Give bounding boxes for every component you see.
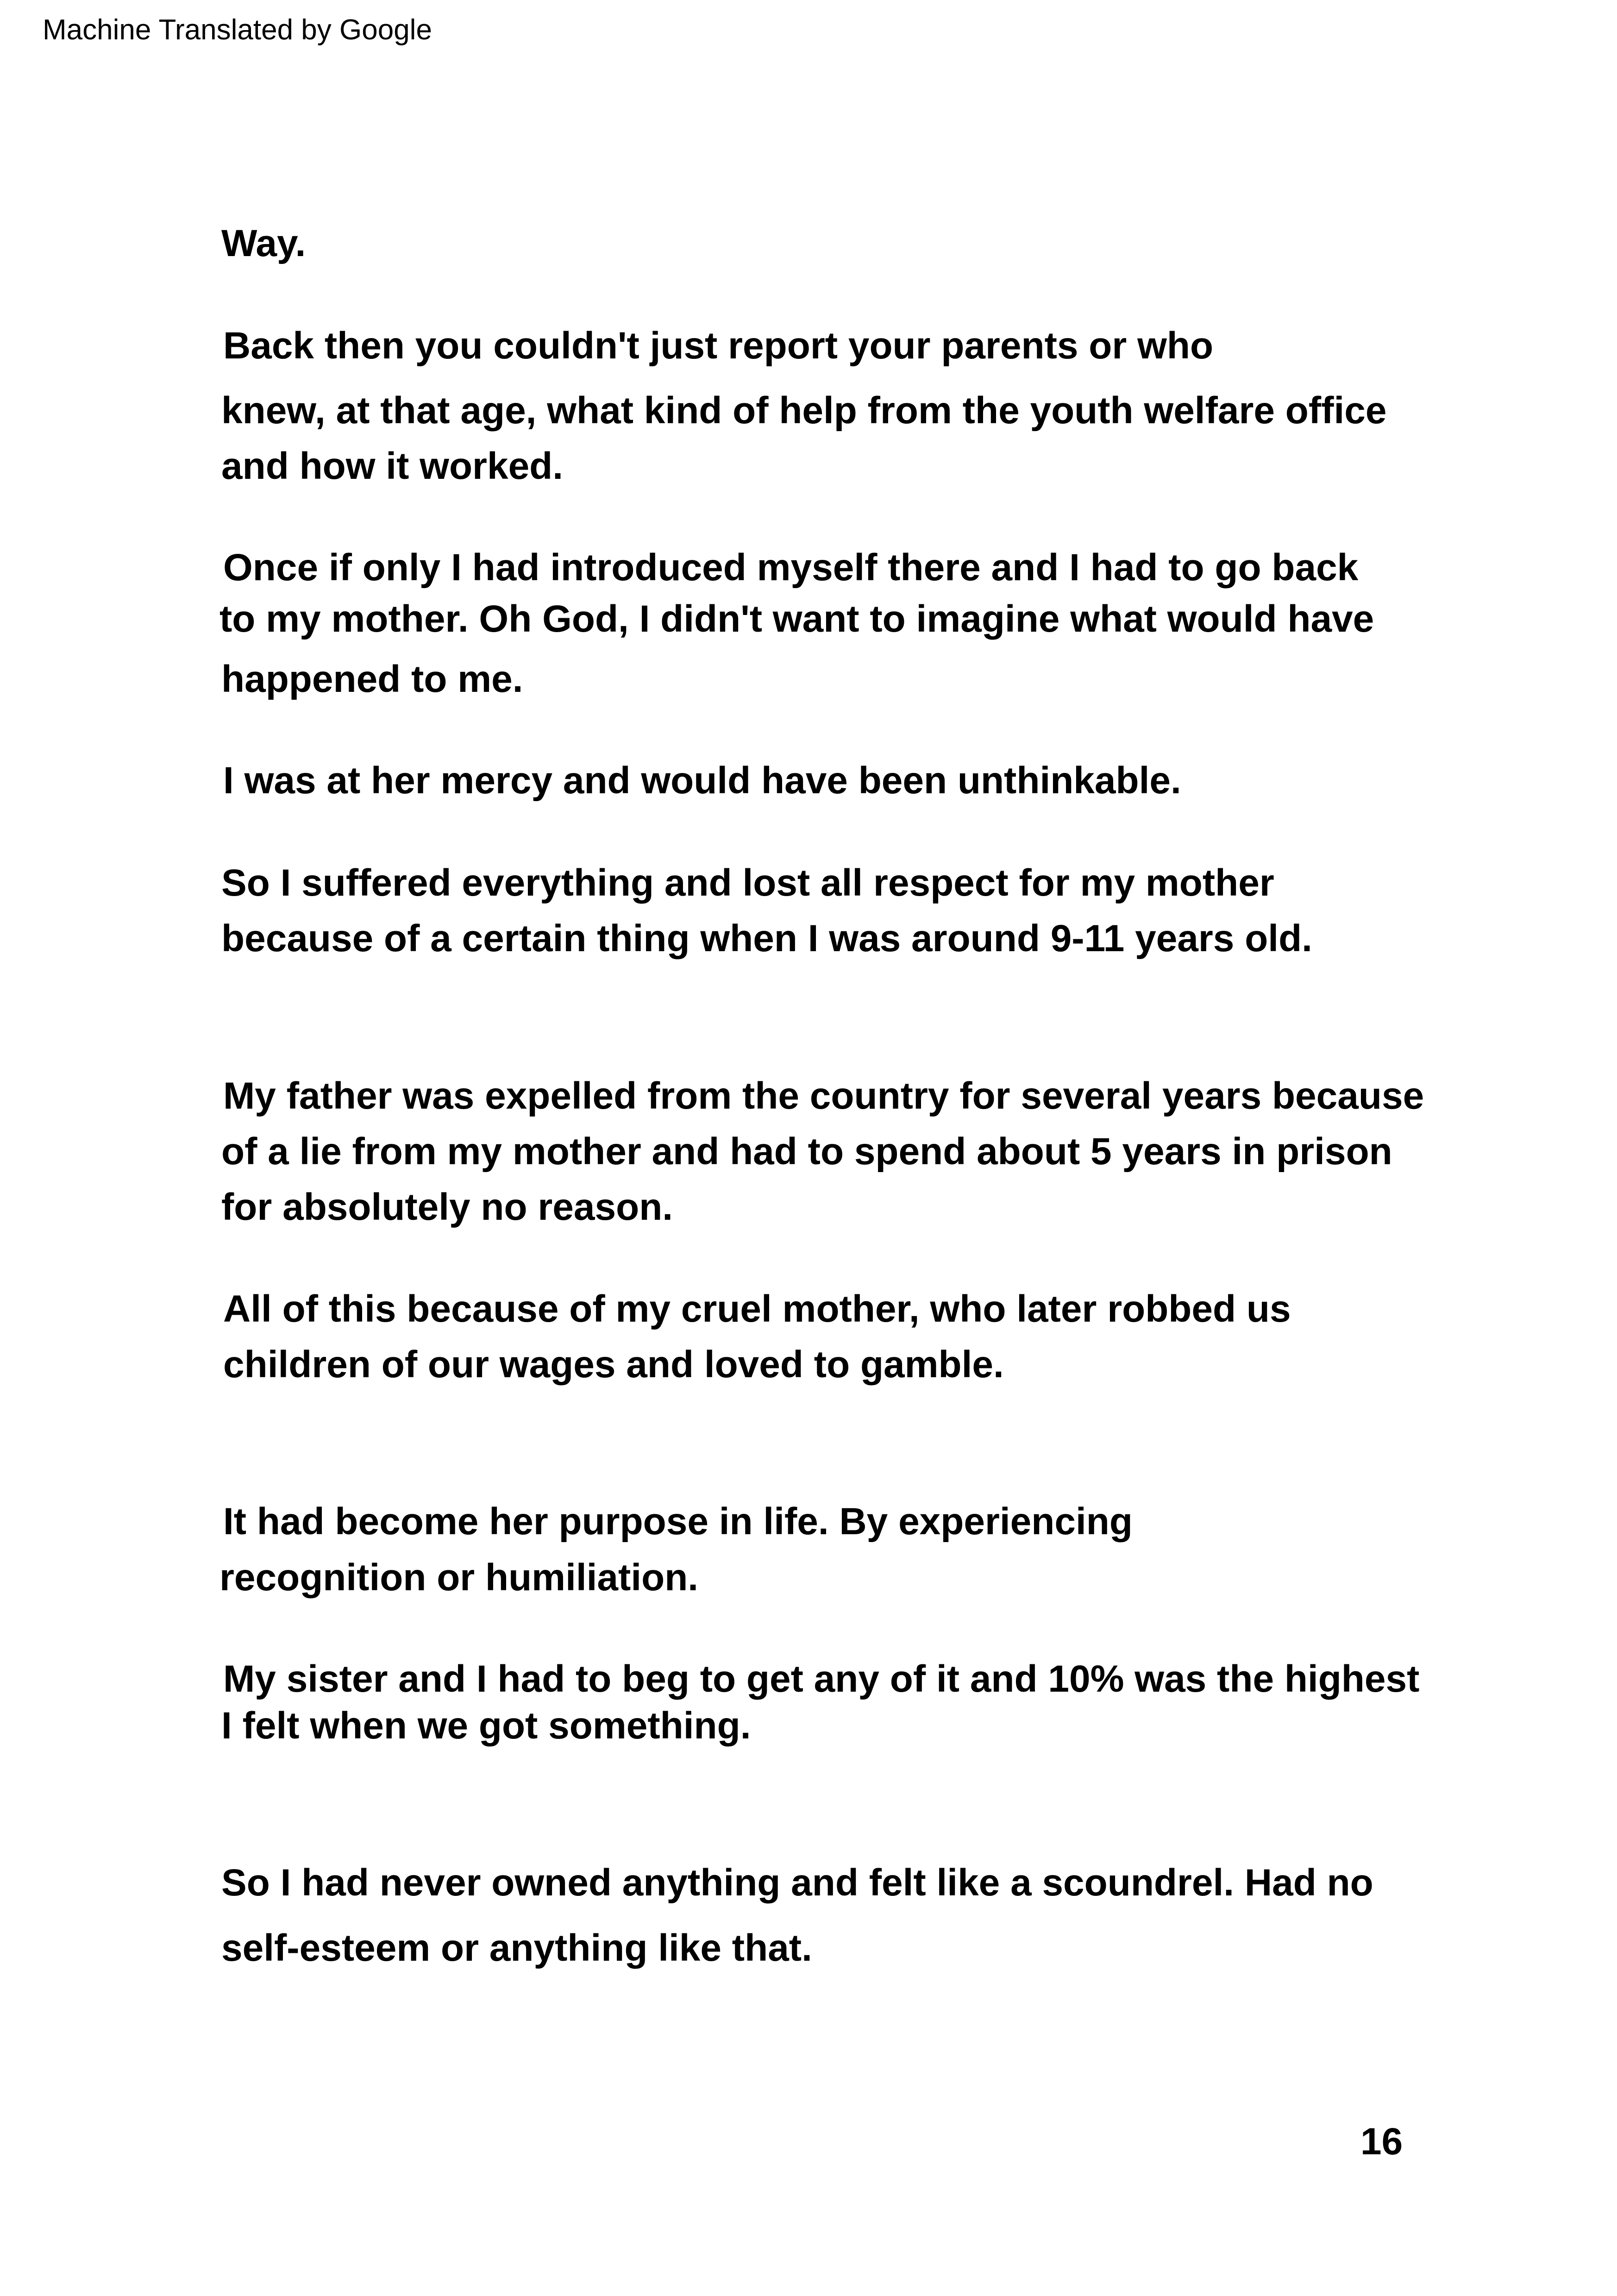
text-line: recognition or humiliation. <box>219 1556 699 1599</box>
text-line: and how it worked. <box>221 445 564 487</box>
text-line: My sister and I had to beg to get any of it and 10% was the highest <box>223 1658 1420 1700</box>
text-line: So I suffered everything and lost all respect for my mother <box>221 862 1274 904</box>
machine-translation-notice: Machine Translated by Google <box>43 14 432 46</box>
text-line: It had become her purpose in life. By experiencing <box>223 1500 1133 1543</box>
text-line: My father was expelled from the country for several years because <box>223 1075 1424 1117</box>
text-line: Back then you couldn't just report your parents or who <box>223 325 1214 367</box>
text-line: because of a certain thing when I was around 9-11 years old. <box>221 917 1312 960</box>
text-line: I was at her mercy and would have been unthinkable. <box>223 759 1181 802</box>
text-line: Once if only I had introduced myself there and I had to go back <box>223 546 1359 589</box>
text-line: for absolutely no reason. <box>221 1186 673 1228</box>
text-line: All of this because of my cruel mother, who later robbed us <box>223 1288 1291 1330</box>
text-line: knew, at that age, what kind of help from the youth welfare office <box>221 389 1387 432</box>
text-line: self-esteem or anything like that. <box>221 1927 812 1969</box>
text-line: to my mother. Oh God, I didn't want to imagine what would have <box>219 598 1374 640</box>
text-line: I felt when we got something. <box>221 1705 751 1747</box>
text-line: of a lie from my mother and had to spend about 5 years in prison <box>221 1130 1392 1173</box>
text-line: happened to me. <box>221 658 523 700</box>
text-line: So I had never owned anything and felt like a scoundrel. Had no <box>221 1862 1373 1904</box>
text-line: Way. <box>221 222 306 264</box>
page-number: 16 <box>1360 2120 1403 2163</box>
text-line: children of our wages and loved to gamble. <box>223 1343 1004 1386</box>
